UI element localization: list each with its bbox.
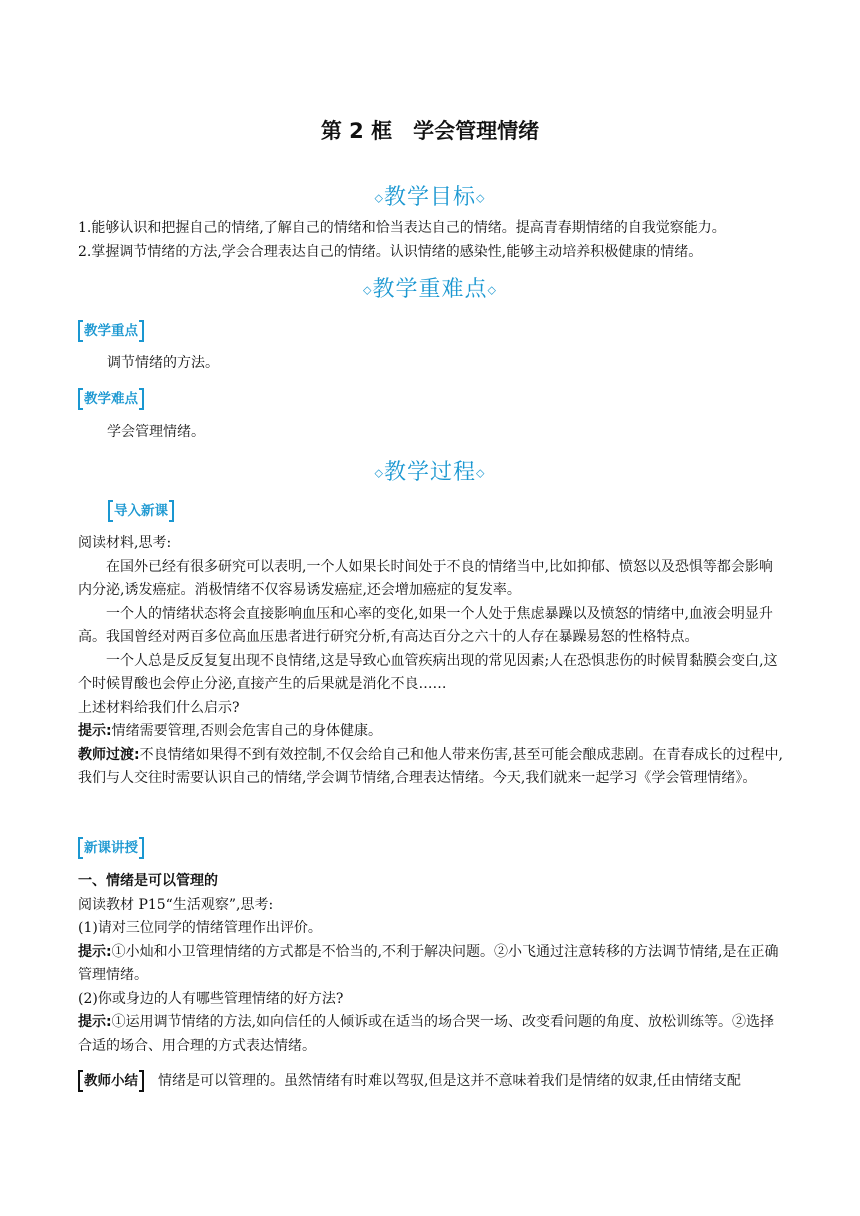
diamond-icon: ◇	[374, 466, 384, 480]
intro-transition	[78, 744, 786, 791]
diamond-icon: ◇	[476, 466, 486, 480]
section-heading-key-points	[0, 272, 860, 303]
hint-label: 提示:	[78, 1014, 112, 1030]
hint-text: ①小灿和小卫管理情绪的方式都是不恰当的,不利于解决问题。②小飞通过注意转移的方法调节情绪,是在正确管理情绪。	[78, 943, 779, 983]
intro-paragraph: 一个人总是反反复复出现不良情绪,这是导致心血管疾病出现的常见因素;人在恐惧悲伤的时候胃黏膜会变白,这个时候胃酸也会停止分泌,直接产生的后果就是消化不良……	[78, 652, 778, 692]
tag-lecture: 新课讲授	[78, 837, 144, 859]
section-heading-goals-label: 教学目标	[383, 185, 476, 210]
tag-teacher-summary: 教师小结	[78, 1070, 144, 1092]
intro-paragraph: 在国外已经有很多研究可以表明,一个人如果长时间处于不良的情绪当中,比如抑郁、愤怒以及恐惧等都会影响内分泌,诱发癌症。消极情绪不仅容易诱发癌症,还会增加癌症的复发率。	[78, 558, 773, 598]
lecture-hint-1	[78, 941, 786, 988]
section-heading-process-label: 教学过程	[383, 460, 476, 485]
section-heading-process	[0, 455, 860, 486]
intro-lead: 阅读材料,思考:	[78, 535, 172, 551]
lecture-block	[78, 870, 786, 1058]
tag-difficulty: 教学难点	[78, 388, 144, 410]
section-heading-goals	[0, 180, 860, 211]
transition-label: 教师过渡:	[78, 746, 140, 763]
lecture-hint-2	[78, 1011, 786, 1058]
goal-item: 1.能够认识和把握自己的情绪,了解自己的情绪和恰当表达自己的情绪。提高青春期情绪的自我觉察能力。	[78, 220, 726, 236]
lecture-heading: 一、情绪是可以管理的	[78, 873, 218, 889]
lecture-lead: 阅读教材 P15“生活观察”,思考:	[78, 896, 274, 913]
hint-text: 情绪需要管理,否则会危害自己的身体健康。	[111, 723, 383, 739]
page-title: 第 2 框 学会管理情绪	[320, 119, 540, 143]
diamond-icon: ◇	[374, 191, 384, 205]
lecture-question-1: (1)请对三位同学的情绪管理作出评价。	[78, 920, 322, 936]
lecture-question-2: (2)你或身边的人有哪些管理情绪的好方法?	[78, 990, 344, 1007]
tag-focus: 教学重点	[78, 320, 144, 342]
transition-text: 不良情绪如果得不到有效控制,不仅会给自己和他人带来伤害,甚至可能会酿成悲剧。在青春成长的过程中,我们与人交往时需要认识自己的情绪,学会调节情绪,合理表达情绪。今天,我们就来一起学习《学会管理情绪》。	[78, 746, 783, 786]
intro-block	[78, 532, 786, 791]
tag-intro: 导入新课	[108, 500, 174, 522]
diamond-icon: ◇	[363, 283, 373, 297]
hint-label: 提示:	[78, 943, 112, 960]
hint-text: ①运用调节情绪的方法,如向信任的人倾诉或在适当的场合哭一场、改变看问题的角度、放松训练等。②选择合适的场合、用合理的方式表达情绪。	[78, 1014, 775, 1054]
difficulty-text: 学会管理情绪。	[107, 424, 205, 440]
teacher-summary-text: 情绪是可以管理的。虽然情绪有时难以驾驭,但是这并不意味着我们是情绪的奴隶,任由情绪支配	[158, 1073, 741, 1089]
intro-paragraph: 一个人的情绪状态将会直接影响血压和心率的变化,如果一个人处于焦虑暴躁以及愤怒的情绪中,血液会明显升高。我国曾经对两百多位高血压患者进行研究分析,有高达百分之六十的人存在暴躁易怒的性格特点。	[78, 605, 773, 645]
intro-question: 上述材料给我们什么启示?	[78, 699, 240, 716]
focus-text: 调节情绪的方法。	[107, 355, 219, 371]
hint-label: 提示:	[78, 723, 112, 739]
section-heading-key-points-label: 教学重难点	[372, 277, 488, 302]
diamond-icon: ◇	[487, 283, 497, 297]
goals-list	[78, 217, 786, 264]
goal-item: 2.掌握调节情绪的方法,学会合理表达自己的情绪。认识情绪的感染性,能够主动培养积极健康的情绪。	[78, 243, 703, 260]
intro-hint	[78, 720, 786, 744]
diamond-icon: ◇	[476, 191, 486, 205]
